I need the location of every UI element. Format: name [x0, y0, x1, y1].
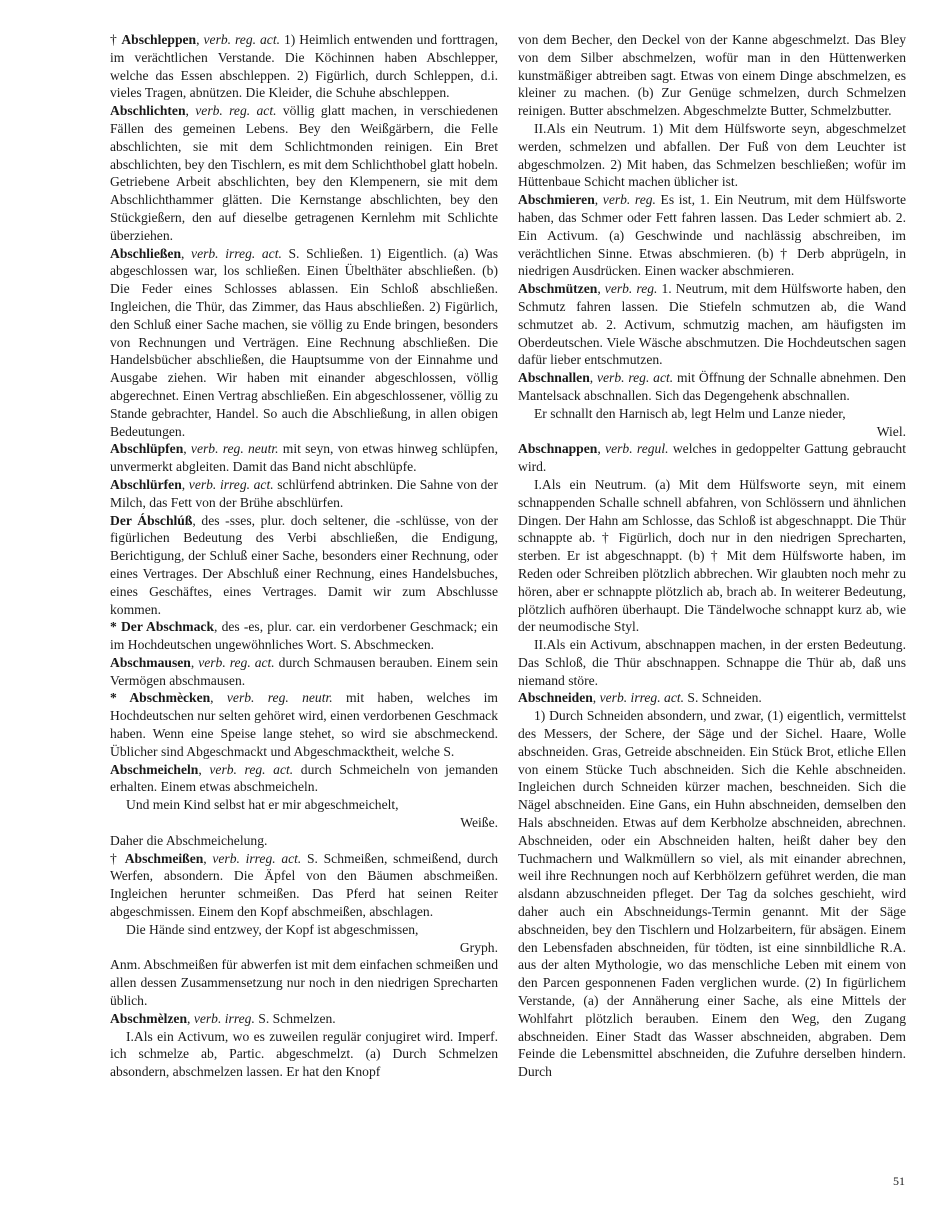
dictionary-entry: Abschlichten, verb. reg. act. völlig glatt machen, in verschiedenen Fällen des gemeinen Lebens. Bey den Weißgärbern, die Felle abschlichten, sie mit dem Schlichtmonden reinigen. Ein Bret abschlichten, bey den Tischlern, es mit dem Schlichthobel glatt hobeln. Getriebene Arbeit abschlichten, bey den Klempenern, sie mit dem Abschlichthammer glätten. Die Kernstange abschlichten, bey den Stückgießern, den auf dieselbe getragenen Kernlehm mit Schlichte überziehen. — [110, 103, 498, 243]
entry-definition: S. Schneiden. — [684, 690, 762, 706]
entry-grammar: verb. irreg. act. — [188, 476, 274, 492]
entry-headword: Abschmützen — [518, 281, 598, 297]
dictionary-entry: Abschließen, verb. irreg. act. S. Schließen. 1) Eigentlich. (a) Was abgeschlossen war, los schließen. Einen Übelthäter abschließen. (b) Die Feder eines Schlosses ablassen. Ein Schloß abschließen. Ingleichen, die Thür, das Zimmer, das Haus abschließen. 2) Figürlich, den Schluß einer Sache machen, sie völlig zu Ende bringen, besonders von Rechnungen und Verträgen. Eine Rechnung abschließen. Die Handelsbücher abschließen, die Hauptsumme von der Einnahme und Ausgabe ziehen. Wir haben mit einander abgeschlossen, völlig abgerechnet. Einen Vertrag abschließen. Ein abgeschlossener, völlig zu Stande gebrachter, Handel. So auch die Abschließung, in allen obigen Bedeutungen. — [110, 245, 499, 439]
entry-grammar: verb. irreg. act. — [212, 850, 302, 866]
left-column — [110, 31, 498, 1081]
quote-author: Weiße. — [460, 815, 498, 831]
page-number: 51 — [893, 1174, 905, 1188]
dictionary-entry: Abschmieren, verb. reg. Es ist, 1. Ein Neutrum, mit dem Hülfsworte haben, das Schmer oder Fett fahren lassen. Das Leder schmiert ab. 2. Ein Activum. (a) Geschwinde und nachlässig abschreiben, im verächtlichen Sinne. Etwas abschmieren. (b) † Derb abprügeln, in niedrigen Ausdrücken. Einen wacker abschmieren. — [518, 192, 907, 279]
entry-grammar: verb. reg. — [602, 192, 656, 208]
sense-paragraph: I.Als ein Neutrum. (a) Mit dem Hülfsworte seyn, mit einem schnappenden Schalle schnell abfahren, von Schlössern und ähnlichen Dingen. Der Hahn am Schlosse, das Schloß ist abgeschnappt. Die Thür schnappte ab. † Figürlich, doch nur in den niedrigen Sprecharten, sterben. Er ist abgeschnappt. (b) † Mit dem Hülfsworte haben, im Reden oder Schreiben plötzlich abbrechen. Wir glaubten noch mehr zu hören, aber er schnappte plötzlich ab, brach ab. In weiterer Bedeutung, plötzlich aufhören überhaupt. Die Tändelwoche schnappt kurz ab, wie der neumodische Styl. — [518, 476, 906, 635]
entry-definition: 1. Neutrum, mit dem Hülfsworte haben, den Schmutz fahren lassen. Die Stiefeln schmutzen ab, die Wand schmutzet ab. 2. Activum, schmutzig machen, am häufigsten im Oberdeutschen. Viele Wäsche abschmutzen. Die Hochdeutschen sagen dafür lieber entschmutzen. — [518, 281, 906, 368]
sense-paragraph: II.Als ein Neutrum. 1) Mit dem Hülfsworte seyn, abgeschmelzet werden, schmelzen und abfallen. Der Fuß von dem Leuchter ist abgeschmolzen. 2) Mit haben, das Schmelzen beschließen; wofür im Hüttenbaue Schicht machen üblicher ist. — [518, 120, 906, 190]
dictionary-entry: Abschmützen, verb. reg. 1. Neutrum, mit dem Hülfsworte haben, den Schmutz fahren lassen. Die Stiefeln schmutzen ab, die Wand schmutzet ab. 2. Activum, schmutzig machen, am häufigsten im Oberdeutschen. Viele Wäsche abschmutzen. Die Hochdeutschen sagen dafür lieber entschmutzen. — [518, 281, 906, 368]
entry-definition: , des -es, plur. car. ein verdorbener Geschmack; ein im Hochdeutschen ungewöhnliches Wort. S. Abschmecken. — [110, 619, 498, 653]
dictionary-entry: Abschnallen, verb. reg. act. mit Öffnung der Schnalle abnehmen. Den Mantelsack abschnallen. Sich das Degengehenk abschnallen. — [518, 370, 906, 403]
dictionary-entry: † Abschleppen, verb. reg. act. 1) Heimlich entwenden und forttragen, im verächtlichen Verstande. Die Köchinnen haben Abschlepper, welche das Essen abschleppen. 2) Figürlich, durch Schleppen, d.i. vieles Tragen, abnützen. Die Kleider, die Schuhe abschleppen. — [110, 32, 499, 101]
entry-grammar: verb. irreg. act. — [191, 245, 282, 261]
entry-definition: schlürfend abtrinken. Die Sahne von der Milch, das Fett von der Brühe abschlürfen. — [110, 476, 498, 510]
entry-definition: mit Öffnung der Schnalle abnehmen. Den Mantelsack abschnallen. Sich das Degengehenk abschnallen. — [518, 370, 906, 403]
text-paragraph: von dem Becher, den Deckel von der Kanne abgeschmelzt. Das Bley von dem Silber abschmelzen, wofür man in den Hüttenwerken kunstmäßiger abtreiben sagt. Etwas von einem Dinge abschmelzen, es kleiner zu machen. (b) Zur Genüge schmelzen, durch Schmelzen reinigen. Butter abschmelzen. Abgeschmelzte Butter, Schmelzbutter. — [518, 32, 906, 119]
verse-quote: Die Hände sind entzwey, der Kopf ist abgeschmissen, — [126, 921, 419, 937]
dictionary-entry: Abschlüpfen, verb. reg. neutr. mit seyn, von etwas hinweg schlüpfen, unvermerkt abgleiten. Damit das Band nicht abschlüpfe. — [110, 441, 498, 475]
entry-grammar: verb. reg. act. — [203, 32, 281, 47]
entry-grammar: verb. irreg. — [193, 1010, 255, 1026]
entry-headword: Abschlüpfen — [110, 441, 184, 457]
dictionary-entry — [110, 512, 498, 619]
entry-headword: Abschlichten — [110, 103, 186, 119]
entry-headword: Abschnallen — [518, 370, 590, 386]
entry-definition: völlig glatt machen, in verschiedenen Fällen des gemeinen Lebens. Bey den Weißgärbern, die Felle abschlichten, sie mit dem Schlichtmonden reinigen. Ein Bret abschlichten, bey den Tischlern, es mit dem Schlichthobel glatt hobeln. Getriebene Arbeit abschlichten, bey den Klempenern, sie mit dem Abschlichthammer glätten. Die Kernstange abschlichten, bey den Stückgießern, den auf dieselbe getragenen Kernlehm mit Schlichte überziehen. — [110, 103, 498, 243]
entry-grammar: verb. reg. act. — [209, 761, 294, 777]
entry-headword: Abschließen — [110, 245, 182, 261]
entry-headword: Abschneiden — [518, 690, 593, 706]
entry-definition: mit seyn, von etwas hinweg schlüpfen, unvermerkt abgleiten. Damit das Band nicht abschlüpfe. — [110, 441, 498, 475]
quote-author: Wiel. — [876, 423, 906, 439]
entry-definition: durch Schmeicheln von jemanden erhalten. Einem etwas abschmeicheln. — [110, 761, 499, 795]
entry-grammar: verb. reg. act. — [198, 654, 275, 670]
entry-headword: Abschleppen — [121, 32, 197, 47]
entry-headword: Abschmèlzen — [110, 1010, 188, 1026]
entry-headword: * Der Abschmack — [110, 619, 215, 635]
entry-grammar: verb. regul. — [605, 441, 669, 457]
entry-definition: , des -sses, plur. doch seltener, die -schlüsse, von der figürlichen Bedeutung des Verbi abschließen, die Endigung, Berichtigung, der Schluß einer Sache, besonders einer Rechnung, oder eines Vertrages. Der Abschluß einer Rechnung, eines Handelsbuches, eines Geschäftes, eines Vertrages. Damit wir zum Abschlusse kommen. — [110, 512, 498, 617]
dictionary-entry: Abschmèlzen, verb. irreg. S. Schmelzen. — [110, 1010, 336, 1026]
entry-grammar: verb. irreg. act. — [599, 690, 685, 706]
entry-mark: † — [110, 850, 125, 866]
entry-definition: 1) Heimlich entwenden und forttragen, im verächtlichen Verstande. Die Köchinnen haben Abschlepper, welche das Essen abschleppen. 2) Figürlich, durch Schleppen, d.i. vieles Tragen, abnützen. Die Kleider, die Schuhe abschleppen. — [110, 32, 499, 101]
entry-grammar: verb. reg. — [604, 281, 658, 297]
dictionary-entry — [110, 618, 498, 654]
entry-grammar: verb. reg. neutr. — [190, 441, 279, 457]
entry-definition: S. Schließen. 1) Eigentlich. (a) Was abgeschlossen war, los schließen. Einen Übelthäter abschließen. (b) Die Feder eines Schlosses ablassen. Ein Schloß abschließen. Ingleichen, die Thür, das Zimmer, das Haus abschließen. 2) Figürlich, den Schluß einer Sache machen, sie völlig zu Ende bringen, besonders von Rechnungen und Verträgen. Eine Rechnung abschließen. Die Handelsbücher abschließen, die Hauptsumme von der Einnahme und Ausgabe ziehen. Wir haben mit einander abgeschlossen, völlig abgerechnet. Einen Vertrag abschließen. Ein abgeschlossener, völlig zu Stande gebrachter, Handel. So auch die Abschließung, in allen obigen Bedeutungen. — [110, 245, 499, 439]
dictionary-entry: * Abschmècken, verb. reg. neutr. mit haben, welches im Hochdeutschen nur selten gehöret wird, einen verdorbenen Geschmack haben. Wenn eine Speise lange stehet, so wird sie abschmeckend. Üblicher sind Abgeschmackt und Abgeschmacktheit, welche S. — [110, 690, 498, 759]
entry-headword: Der Ábschlúß — [110, 512, 193, 528]
quote-author: Gryph. — [459, 939, 498, 955]
entry-headword: Abschmausen — [110, 654, 191, 670]
sense-paragraph: 1) Durch Schneiden absondern, und zwar, (1) eigentlich, vermittelst des Messers, der Schere, der Säge und der Sichel. Haare, Wolle abschneiden. Gras, Getreide abschneiden. Ein Stück Brot, etliche Ellen von einem Stücke Tuch abschneiden. Sich die Kehle abschneiden. Ingleichen durch Schneiden kürzer machen, beschneiden. Sich die Nägel abschneiden. Eine Gans, ein Huhn abschneiden, demselben den Hals abschneiden. Etwas auf dem Kerbholze abschneiden, abrechnen. Abschneiden, oder ein Abschneiden halten, heißt daher bey den Tuchmachern und Walkmüllern so viel, als mit einander abrechnen, weil ihre Rechnungen noch auf Kerbhölzern geführet werden, die man alsdann abzuschneiden pfleget. Der Tag da solches geschieht, wird daher auch ein Abschneidungs-Termin genannt. Mit der Säge abschneiden, bey den Tischlern und Holzarbeitern, für absägen. Einem den Lebensfaden abschneiden, für tödten, ist eine sinnbildliche R.A. aus der alten Mythologie, wo das menschliche Leben mit einem von den Parcen gesponnenen Faden verglichen wurde. (2) In figürlichem Verstande, (a) der Annäherung einer Sache, als eine Mittels der Wohlfahrt plötzlich berauben. Einem den Weg, den Zugang abschneiden. Einer Stadt das Wasser abschneiden, abgraben. Dem Feinde die Lebensmittel abschneiden, die Zufuhre derselben hindern. Durch — [518, 708, 906, 1080]
dictionary-entry: Abschmeicheln, verb. reg. act. durch Schmeicheln von jemanden erhalten. Einem etwas abschmeicheln. — [110, 761, 499, 795]
entry-headword: Abschmeicheln — [110, 761, 199, 777]
right-column — [518, 31, 906, 1081]
entry-mark: † — [110, 32, 122, 47]
dictionary-entry: Abschneiden, verb. irreg. act. S. Schneiden. — [518, 690, 762, 706]
entry-definition: welches in gedoppelter Gattung gebraucht wird. — [518, 441, 907, 475]
sense-paragraph: I.Als ein Activum, wo es zuweilen regulär conjugiret wird. Imperf. ich schmelze ab, Partic. abgeschmelzt. (a) Durch Schmelzen absondern, abschmelzen lassen. Er hat den Knopf — [110, 1028, 498, 1080]
entry-definition: S. Schmelzen. — [254, 1010, 336, 1026]
sense-paragraph: II.Als ein Activum, abschnappen machen, in der ersten Bedeutung. Das Schloß, die Thür abschnappen. Schnappe die Thür ab, daß uns niemand störe. — [518, 637, 906, 688]
entry-grammar: verb. reg. neutr. — [226, 690, 333, 706]
entry-headword: Abschnappen — [518, 441, 598, 457]
entry-headword: Abschlürfen — [110, 476, 182, 492]
dictionary-entry: † Abschmeißen, verb. irreg. act. S. Schmeißen, schmeißend, durch Werfen, absondern. Die Äpfel von den Bäumen abschmeißen. Ingleichen herunter schmeißen. Das Pferd hat seinen Reiter abgeschmissen. Einem den Kopf abschmeißen, abschlagen. — [110, 850, 499, 920]
entry-definition: durch Schmausen berauben. Einem sein Vermögen abschmausen. — [110, 654, 499, 688]
entry-headword: Abschmeißen — [124, 850, 204, 866]
dictionary-entry: Abschlürfen, verb. irreg. act. schlürfend abtrinken. Die Sahne von der Milch, das Fett von der Brühe abschlürfen. — [110, 476, 498, 510]
text-paragraph: Anm. Abschmeißen für abwerfen ist mit dem einfachen schmeißen und allen dessen Zusammensetzung nur noch in den niedrigen Sprecharten üblich. — [110, 957, 498, 1009]
dictionary-entry: Abschnappen, verb. regul. welches in gedoppelter Gattung gebraucht wird. — [518, 441, 907, 475]
entry-headword: * Abschmècken — [110, 690, 211, 706]
verse-quote: Er schnallt den Harnisch ab, legt Helm und Lanze nieder, — [534, 405, 846, 421]
entry-grammar: verb. reg. act. — [195, 103, 277, 119]
entry-headword: Abschmieren — [518, 192, 595, 208]
verse-quote: Und mein Kind selbst hat er mir abgeschmeichelt, — [126, 797, 399, 813]
entry-definition: Es ist, 1. Ein Neutrum, mit dem Hülfsworte haben, das Schmer oder Fett fahren lassen. Das Leder schmiert ab. 2. Ein Activum. (a) Geschwinde und nachlässig abschreiben, im verächtlichen Sinne. Etwas abschmieren. (b) † Derb abprügeln, in niedrigen Ausdrücken. Einen wacker abschmieren. — [518, 192, 907, 279]
entry-definition: mit haben, welches im Hochdeutschen nur selten gehöret wird, einen verdorbenen Geschmack haben. Wenn eine Speise lange stehet, so wird sie abschmeckend. Üblicher sind Abgeschmackt und Abgeschmacktheit, welche S. — [110, 690, 498, 759]
entry-definition: S. Schmeißen, schmeißend, durch Werfen, absondern. Die Äpfel von den Bäumen abschmeißen. Ingleichen herunter schmeißen. Das Pferd hat seinen Reiter abgeschmissen. Einem den Kopf abschmeißen, abschlagen. — [110, 850, 499, 920]
dictionary-entry: Abschmausen, verb. reg. act. durch Schmausen berauben. Einem sein Vermögen abschmausen. — [110, 654, 499, 688]
text-paragraph: Daher die Abschmeichelung. — [110, 832, 268, 848]
entry-grammar: verb. reg. act. — [596, 370, 674, 386]
